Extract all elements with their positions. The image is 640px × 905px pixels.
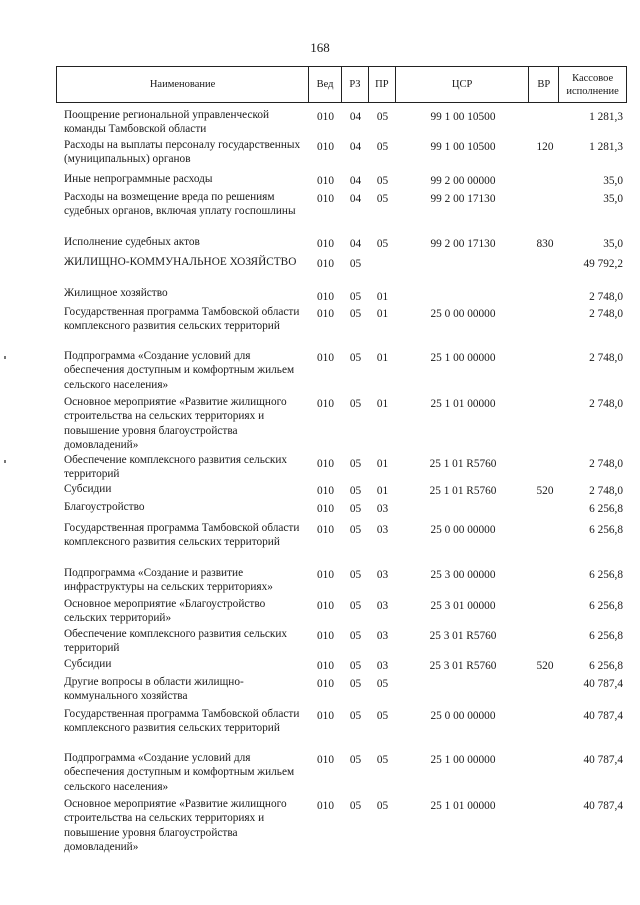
cell-rz: 04 [349, 238, 362, 250]
table-row [56, 627, 627, 656]
page-number: 168 [310, 40, 330, 55]
table-row [56, 657, 627, 673]
cell-amount: 2 748,0 [589, 398, 623, 410]
cell-amount: 1 281,3 [589, 111, 623, 123]
cell-amount: 49 792,2 [583, 258, 623, 270]
table-row [56, 138, 627, 167]
cell-name: Подпрограмма «Создание и развитие инфраструктуры на сельских территориях» [64, 567, 273, 594]
cell-pr: 01 [376, 308, 389, 320]
header-vr: ВР [529, 67, 559, 102]
cell-ved: 010 [317, 678, 334, 690]
cell-ved: 010 [317, 630, 334, 642]
cell-amount: 2 748,0 [589, 458, 623, 470]
cell-amount: 2 748,0 [589, 291, 623, 303]
cell-ved: 010 [317, 258, 334, 270]
cell-name: Поощрение региональной управленческой команды Тамбовской области [64, 109, 270, 136]
table-row [56, 566, 627, 595]
table-row [56, 707, 627, 736]
cell-pr: 05 [376, 710, 389, 722]
cell-rz: 05 [349, 524, 362, 536]
table-row [56, 286, 627, 304]
cell-vr [530, 597, 560, 626]
cell-ved: 010 [317, 175, 334, 187]
cell-name: Основное мероприятие «Развитие жилищного строительства на сельских территориях и повышение уровня благоустройства домовладений» [64, 798, 287, 854]
cell-name: ЖИЛИЩНО-КОММУНАЛЬНОЕ ХОЗЯЙСТВО [64, 256, 297, 268]
cell-vr: 520 [536, 660, 554, 672]
header-kassovoe: Кассовое исполнение [566, 72, 619, 97]
cell-csr: 99 2 00 17130 [430, 193, 496, 205]
cell-csr: 99 2 00 17130 [430, 238, 496, 250]
cell-rz: 05 [349, 352, 362, 364]
cell-csr: 25 1 00 00000 [430, 754, 496, 766]
cell-rz: 05 [349, 600, 362, 612]
cell-vr [530, 521, 560, 550]
cell-pr: 03 [376, 600, 389, 612]
cell-name: Обеспечение комплексного развития сельских территорий [64, 628, 288, 655]
cell-csr: 25 3 01 R5760 [429, 660, 497, 672]
cell-pr: 05 [376, 175, 389, 187]
table-row [56, 675, 627, 704]
cell-name: Субсидии [64, 483, 112, 495]
cell-ved: 010 [317, 800, 334, 812]
cell-name: Иные непрограммные расходы [64, 173, 213, 185]
cell-ved: 010 [317, 485, 334, 497]
cell-csr: 25 1 01 00000 [430, 398, 496, 410]
cell-rz: 05 [349, 398, 362, 410]
cell-rz: 05 [349, 660, 362, 672]
header-name: Наименование [57, 67, 309, 102]
header-csr: ЦСР [396, 67, 530, 102]
cell-pr: 05 [376, 111, 389, 123]
cell-rz: 05 [349, 503, 362, 515]
cell-name: Расходы на выплаты персоналу государственных (муниципальных) органов [64, 139, 301, 166]
cell-pr: 03 [376, 524, 389, 536]
cell-ved: 010 [317, 111, 334, 123]
cell-csr: 25 0 00 00000 [430, 308, 496, 320]
cell-pr: 01 [376, 352, 389, 364]
table-row [56, 751, 627, 794]
cell-name: Другие вопросы в области жилищно-коммунального хозяйства [64, 676, 244, 703]
cell-name: Основное мероприятие «Благоустройство сельских территорий» [64, 598, 266, 625]
cell-pr: 05 [376, 141, 389, 153]
header-rz: РЗ [342, 67, 369, 102]
cell-csr: 25 3 00 00000 [430, 569, 496, 581]
cell-amount: 40 787,4 [583, 678, 623, 690]
cell-rz: 05 [349, 485, 362, 497]
cell-csr: 25 0 00 00000 [430, 710, 496, 722]
cell-amount: 6 256,8 [589, 630, 623, 642]
cell-vr [530, 797, 560, 855]
cell-name: Основное мероприятие «Развитие жилищного строительства на сельских территориях и повышение уровня благоустройства домовладений» [64, 396, 287, 452]
cell-vr [530, 566, 560, 595]
cell-ved: 010 [317, 524, 334, 536]
cell-vr [530, 305, 560, 334]
cell-pr: 03 [376, 660, 389, 672]
cell-csr: 25 1 01 R5760 [429, 485, 497, 497]
cell-amount: 2 748,0 [589, 308, 623, 320]
cell-pr: 03 [376, 503, 389, 515]
cell-ved: 010 [317, 754, 334, 766]
cell-pr: 01 [376, 458, 389, 470]
cell-csr [396, 675, 530, 704]
cell-name: Субсидии [64, 658, 112, 670]
cell-pr: 05 [376, 238, 389, 250]
cell-name: Жилищное хозяйство [64, 287, 168, 299]
cell-ved: 010 [317, 193, 334, 205]
cell-ved: 010 [317, 503, 334, 515]
cell-amount: 35,0 [603, 238, 623, 250]
table-row [56, 108, 627, 137]
table-row [56, 521, 627, 550]
cell-rz: 05 [349, 258, 362, 270]
cell-rz: 05 [349, 458, 362, 470]
cell-rz: 04 [349, 141, 362, 153]
cell-pr: 01 [376, 485, 389, 497]
margin-scan-mark [4, 356, 6, 359]
cell-csr: 25 3 01 R5760 [429, 630, 497, 642]
cell-ved: 010 [317, 291, 334, 303]
cell-csr [396, 500, 530, 516]
cell-csr: 25 1 01 00000 [430, 800, 496, 812]
table-row [56, 453, 627, 482]
cell-vr: 830 [536, 238, 554, 250]
cell-ved: 010 [317, 458, 334, 470]
cell-pr: 05 [376, 193, 389, 205]
cell-rz: 05 [349, 710, 362, 722]
cell-vr [530, 190, 560, 219]
cell-amount: 6 256,8 [589, 569, 623, 581]
cell-vr [530, 627, 560, 656]
cell-csr: 99 2 00 00000 [430, 175, 496, 187]
table-row [56, 395, 627, 453]
cell-vr [530, 675, 560, 704]
cell-amount: 40 787,4 [583, 754, 623, 766]
cell-name: Обеспечение комплексного развития сельских территорий [64, 454, 288, 481]
cell-vr [530, 349, 560, 392]
cell-name: Благоустройство [64, 501, 145, 513]
cell-name: Подпрограмма «Создание условий для обеспечения доступным и комфортным жильем сельского населения» [64, 350, 295, 391]
cell-vr: 120 [536, 141, 554, 153]
cell-name: Государственная программа Тамбовской области комплексного развития сельских территорий [64, 306, 300, 333]
cell-csr [396, 286, 530, 304]
cell-pr [369, 255, 396, 271]
cell-ved: 010 [317, 238, 334, 250]
table-row [56, 482, 627, 498]
cell-pr: 01 [376, 291, 389, 303]
cell-csr: 25 1 00 00000 [430, 352, 496, 364]
cell-ved: 010 [317, 660, 334, 672]
table-row [56, 349, 627, 392]
cell-csr: 25 0 00 00000 [430, 524, 496, 536]
cell-csr [396, 255, 530, 271]
cell-vr [530, 286, 560, 304]
cell-amount: 6 256,8 [589, 600, 623, 612]
cell-vr [530, 395, 560, 453]
table-header [56, 66, 627, 103]
cell-name: Исполнение судебных актов [64, 236, 200, 248]
table-row [56, 255, 627, 271]
cell-vr [530, 255, 560, 271]
cell-vr [530, 707, 560, 736]
cell-ved: 010 [317, 710, 334, 722]
cell-csr: 25 3 01 00000 [430, 600, 496, 612]
table-row [56, 190, 627, 219]
cell-amount: 35,0 [603, 193, 623, 205]
table-row [56, 597, 627, 626]
cell-rz: 05 [349, 678, 362, 690]
cell-ved: 010 [317, 600, 334, 612]
cell-amount: 2 748,0 [589, 352, 623, 364]
cell-ved: 010 [317, 308, 334, 320]
cell-name: Расходы на возмещение вреда по решениям судебных органов, включая уплату госпошлины [64, 191, 296, 218]
cell-amount: 2 748,0 [589, 485, 623, 497]
table-row [56, 305, 627, 334]
cell-rz: 05 [349, 754, 362, 766]
table-row [56, 172, 627, 188]
cell-name: Подпрограмма «Создание условий для обеспечения доступным и комфортным жильем сельского населения» [64, 752, 295, 793]
cell-rz: 04 [349, 193, 362, 205]
cell-ved: 010 [317, 398, 334, 410]
cell-vr [530, 172, 560, 188]
cell-amount: 6 256,8 [589, 660, 623, 672]
cell-ved: 010 [317, 569, 334, 581]
cell-amount: 35,0 [603, 175, 623, 187]
cell-amount: 6 256,8 [589, 524, 623, 536]
cell-vr: 520 [536, 485, 554, 497]
table-row [56, 797, 627, 855]
cell-csr: 99 1 00 10500 [430, 141, 496, 153]
cell-amount: 40 787,4 [583, 800, 623, 812]
cell-csr: 99 1 00 10500 [430, 111, 496, 123]
cell-csr: 25 1 01 R5760 [429, 458, 497, 470]
cell-vr [530, 751, 560, 794]
cell-ved: 010 [317, 352, 334, 364]
cell-vr [530, 500, 560, 516]
cell-rz: 05 [349, 569, 362, 581]
cell-name: Государственная программа Тамбовской области комплексного развития сельских территорий [64, 522, 300, 549]
cell-pr: 03 [376, 569, 389, 581]
cell-pr: 05 [376, 800, 389, 812]
cell-amount: 1 281,3 [589, 141, 623, 153]
cell-rz: 05 [349, 308, 362, 320]
cell-amount: 40 787,4 [583, 710, 623, 722]
cell-rz: 04 [349, 111, 362, 123]
cell-pr: 05 [376, 678, 389, 690]
header-ved: Вед [309, 67, 342, 102]
cell-pr: 03 [376, 630, 389, 642]
cell-rz: 04 [349, 175, 362, 187]
cell-rz: 05 [349, 800, 362, 812]
cell-rz: 05 [349, 291, 362, 303]
cell-vr [530, 108, 560, 137]
cell-pr: 05 [376, 754, 389, 766]
table-row [56, 500, 627, 516]
cell-pr: 01 [376, 398, 389, 410]
header-pr: ПР [369, 67, 396, 102]
cell-amount: 6 256,8 [589, 503, 623, 515]
table-row [56, 235, 627, 251]
cell-ved: 010 [317, 141, 334, 153]
cell-rz: 05 [349, 630, 362, 642]
cell-vr [530, 453, 560, 482]
margin-scan-mark [4, 460, 6, 463]
cell-name: Государственная программа Тамбовской области комплексного развития сельских территорий [64, 708, 300, 735]
